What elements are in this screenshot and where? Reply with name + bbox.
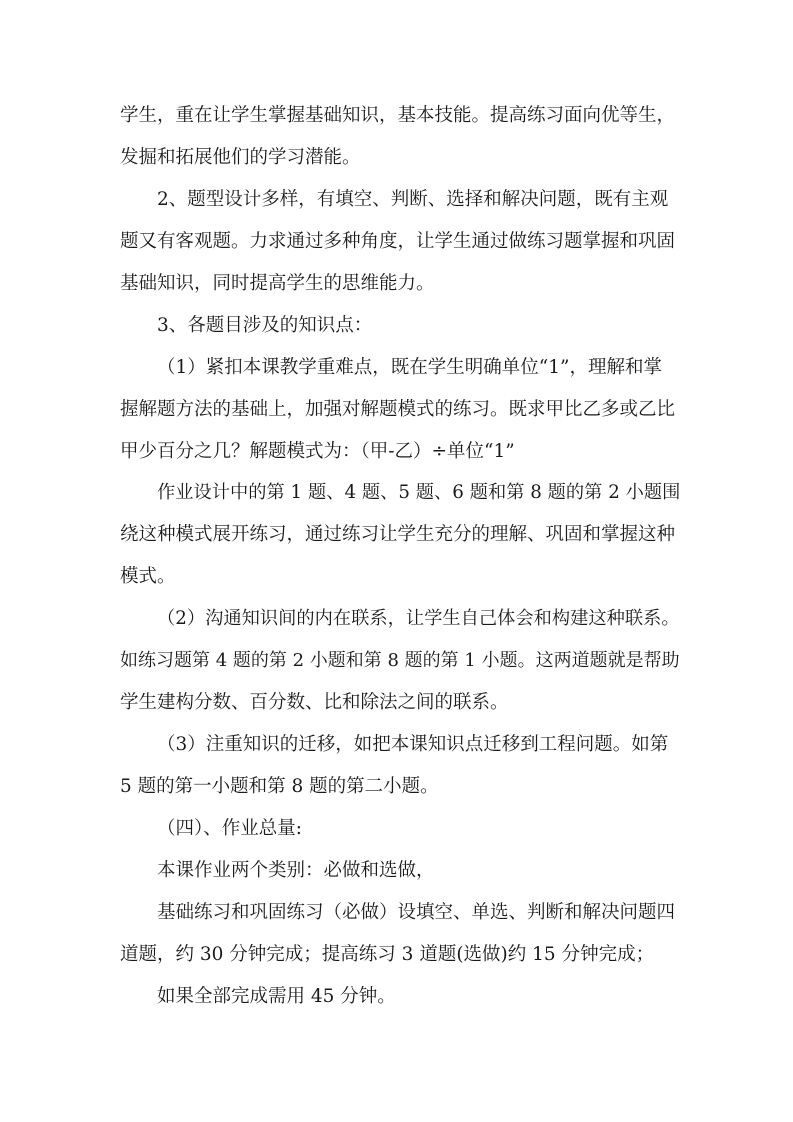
paragraph-line: （1）紧扣本课教学重难点，既在学生明确单位“1”，理解和掌	[157, 357, 662, 378]
paragraph-line: 甲少百分之几？解题模式为：（甲-乙）÷单位“1”	[120, 441, 515, 462]
paragraph-line: （3）注重知识的迁移，如把本课知识点迁移到工程问题。如第	[157, 734, 669, 755]
paragraph-line: 本课作业两个类别：必做和选做，	[157, 860, 435, 881]
paragraph-line: 5 题的第一小题和第 8 题的第二小题。	[120, 776, 439, 797]
paragraph-line: 如果全部完成需用 45 分钟。	[157, 986, 396, 1007]
section-heading: （四）、作业总量:	[157, 818, 302, 839]
paragraph-line: 基础知识，同时提高学生的思维能力。	[120, 273, 435, 294]
paragraph-line: （2）沟通知识间的内在联系，让学生自己体会和构建这种联系。	[157, 608, 680, 629]
paragraph-line: 题又有客观题。力求通过多种角度，让学生通过做练习题掌握和巩固	[120, 231, 676, 252]
paragraph-line: 绕这种模式展开练习，通过练习让学生充分的理解、巩固和掌握这种	[120, 524, 676, 545]
paragraph-line: 发掘和拓展他们的学习潜能。	[120, 147, 361, 168]
paragraph-line: 学生，重在让学生掌握基础知识，基本技能。提高练习面向优等生，	[120, 105, 676, 126]
paragraph-line: 3、各题目涉及的知识点：	[157, 315, 373, 336]
paragraph-line: 如练习题第 4 题的第 2 小题和第 8 题的第 1 小题。这两道题就是帮助	[120, 650, 680, 671]
paragraph-line: 基础练习和巩固练习（必做）设填空、单选、判断和解决问题四	[157, 902, 676, 923]
paragraph-line: 作业设计中的第 1 题、4 题、5 题、6 题和第 8 题的第 2 小题围	[157, 482, 681, 503]
paragraph-line: 道题，约 30 分钟完成；提高练习 3 道题(选做)约 15 分钟完成；	[120, 944, 655, 965]
paragraph-line: 学生建构分数、百分数、比和除法之间的联系。	[120, 692, 509, 713]
paragraph-line: 2、题型设计多样，有填空、判断、选择和解决问题，既有主观	[157, 189, 669, 210]
paragraph-line: 模式。	[120, 566, 176, 587]
paragraph-line: 握解题方法的基础上，加强对解题模式的练习。既求甲比乙多或乙比	[120, 399, 676, 420]
